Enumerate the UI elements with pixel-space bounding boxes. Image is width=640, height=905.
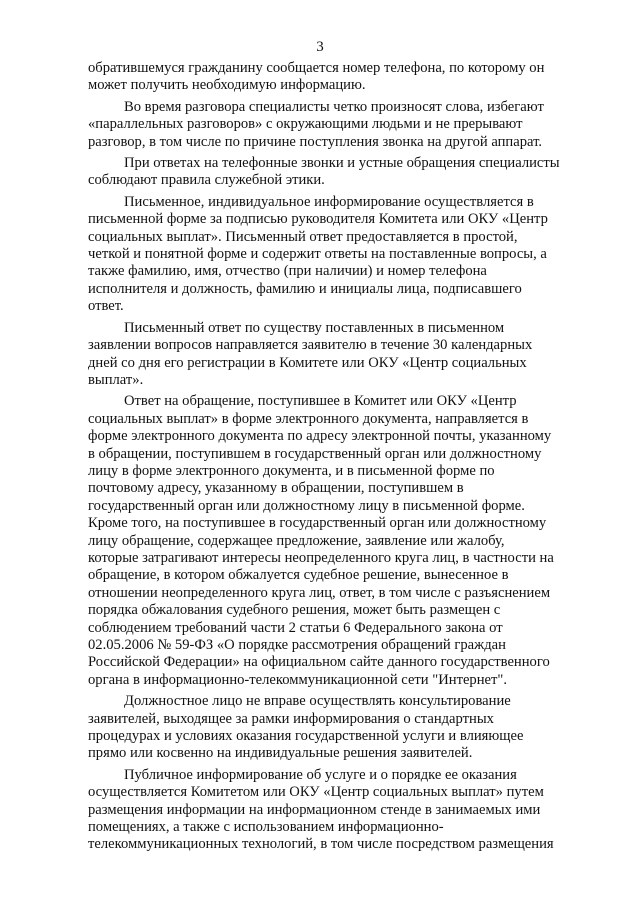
- paragraph: Публичное информирование об услуге и о порядке ее оказания осуществляется Комитетом или ОКУ «Центр социальных выплат» путем размещения информации на информационном стенде в занимаемых ими помещениях, а также с использованием информационно- телекоммуникационных технологий, в том числе посредством размещения: [88, 766, 554, 853]
- paragraph: обратившемуся гражданину сообщается номер телефона, по которому он может получить необходимую информацию.: [88, 60, 545, 94]
- paragraph: При ответах на телефонные звонки и устные обращения специалисты соблюдают правила служебной этики.: [88, 155, 560, 189]
- paragraph: Во время разговора специалисты четко произносят слова, избегают «параллельных разговоров» с окружающими людьми и не прерывают разговор, в том числе по причине поступления звонка на другой аппарат.: [88, 98, 544, 150]
- paragraph: Письменный ответ по существу поставленных в письменном заявлении вопросов направляется заявителю в течение 30 календарных дней со дня его регистрации в Комитете или ОКУ «Центр социальных выплат».: [88, 319, 533, 388]
- paragraph: Письменное, индивидуальное информирование осуществляется в письменной форме за подписью руководителя Комитета или ОКУ «Центр социальных выплат». Письменный ответ предоставляется в простой, четкой и понятной форме и содержит ответы на поставленные вопросы, а также фамилию, имя, отчество (при наличии) и номер телефона исполнителя и должность, фамилию и инициалы лица, подписавшего ответ.: [88, 193, 548, 315]
- paragraph: Ответ на обращение, поступившее в Комитет или ОКУ «Центр социальных выплат» в форме электронного документа, направляется в форме электронного документа по адресу электронной почты, указанному в обращении, поступившем в государственный орган или должностному лицу в форме электронного документа, и в письменной форме по почтовому адресу, указанному в обращении, поступившем в государственный орган или должностному лицу в письменной форме. Кроме того, на поступившее в государственный орган или должностному лицу обращение, содержащее предложение, заявление или жалобу, которые затрагивают интересы неопределенного круга лиц, в частности на обращение, в котором обжалуется судебное решение, вынесенное в отношении неопределенного круга лиц, ответ, в том числе с разъяснением порядка обжалования судебного решения, может быть размещен с соблюдением требований части 2 статьи 6 Федерального закона от 02.05.2006 № 59-ФЗ «О порядке рассмотрения обращений граждан Российской Федерации» на официальном сайте данного государственного органа в информационно-телекоммуникационной сети "Интернет".: [88, 393, 554, 688]
- page-number: 3: [316, 39, 324, 55]
- document-body: [88, 60, 580, 858]
- paragraph: Должностное лицо не вправе осуществлять консультирование заявителей, выходящее за рамки информирования о стандартных процедурах и условиях оказания государственной услуги и влияющее прямо или косвенно на индивидуальные решения заявителей.: [88, 693, 524, 762]
